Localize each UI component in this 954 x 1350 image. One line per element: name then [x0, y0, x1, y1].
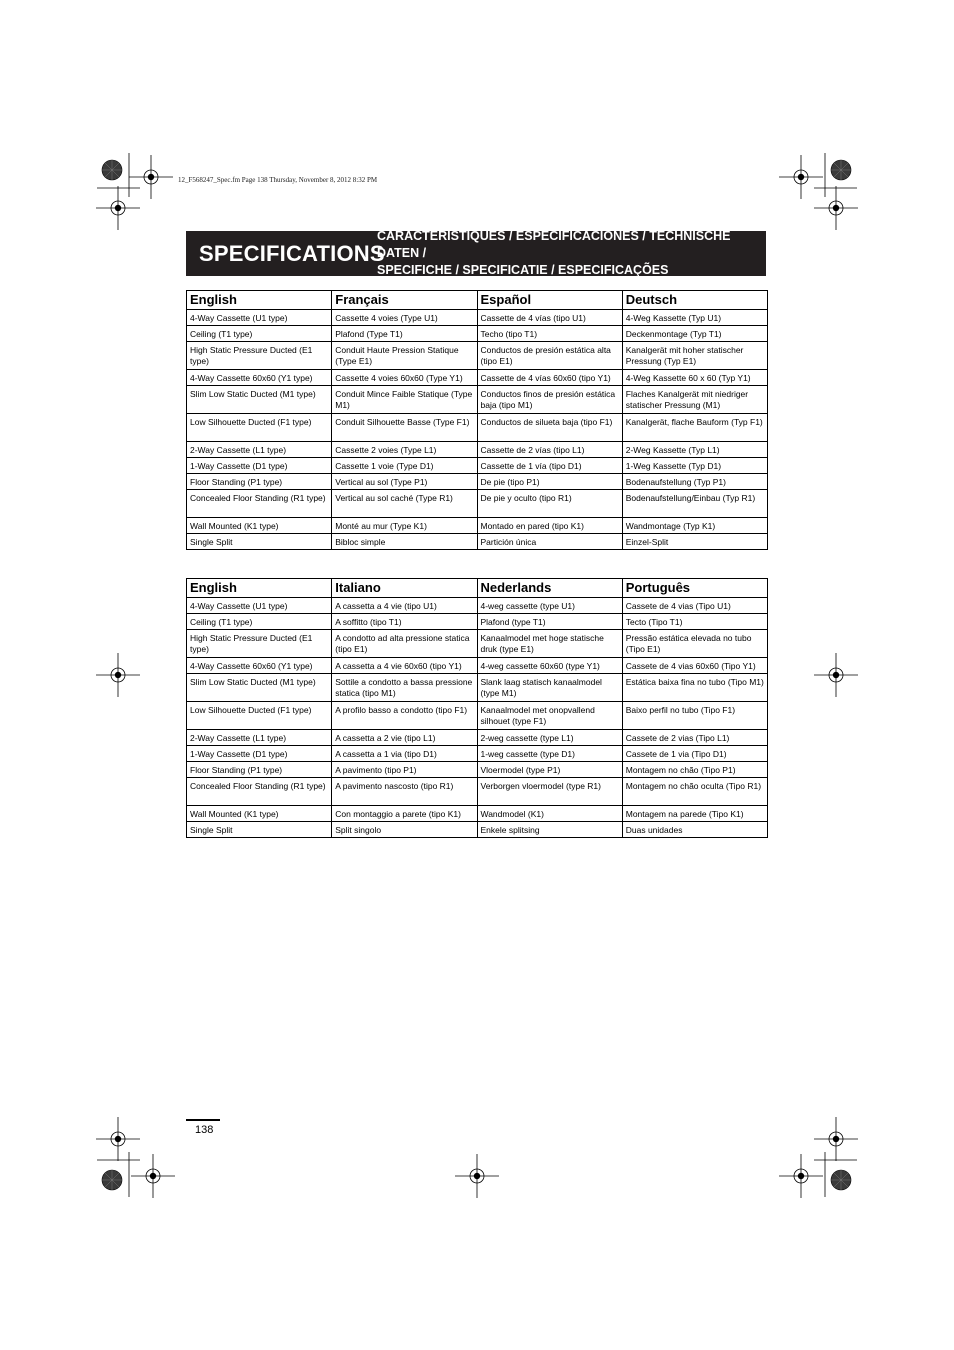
- table-cell: Bodenaufstellung/Einbau (Typ R1): [622, 490, 767, 518]
- table-cell: Vertical au sol (Type P1): [332, 474, 477, 490]
- table-cell: A soffitto (tipo T1): [332, 614, 477, 630]
- spec-table-1: [186, 290, 768, 550]
- table-cell: Tecto (Tipo T1): [622, 614, 767, 630]
- column-header: English: [187, 579, 332, 598]
- table-cell: 4-Way Cassette (U1 type): [187, 598, 332, 614]
- table-cell: Cassette 2 voies (Type L1): [332, 442, 477, 458]
- table-cell: Cassette 4 voies (Type U1): [332, 310, 477, 326]
- table-row: [187, 702, 768, 730]
- table-cell: Cassette 1 voie (Type D1): [332, 458, 477, 474]
- table-cell: 2-Way Cassette (L1 type): [187, 730, 332, 746]
- table-row: [187, 746, 768, 762]
- table-cell: Cassette de 4 vías 60x60 (tipo Y1): [477, 370, 622, 386]
- table-row: [187, 658, 768, 674]
- column-header: Português: [622, 579, 767, 598]
- table-cell: 4-Way Cassette 60x60 (Y1 type): [187, 658, 332, 674]
- table-cell: Cassette 4 voies 60x60 (Type Y1): [332, 370, 477, 386]
- column-header: Español: [477, 291, 622, 310]
- table-cell: Cassete de 4 vias (Tipo U1): [622, 598, 767, 614]
- table-cell: A pavimento (tipo P1): [332, 762, 477, 778]
- crosshair-icon: [814, 1117, 858, 1161]
- table-cell: Plafond (type T1): [477, 614, 622, 630]
- table-cell: Kanalgerät mit hoher statischer Pressung (Typ E1): [622, 342, 767, 370]
- banner-subtitle-line: SPECIFICHE / SPECIFICATIE / ESPECIFICAÇÕES: [377, 263, 669, 277]
- registration-ball-icon: [102, 1170, 122, 1190]
- crosshair-icon: [96, 186, 140, 230]
- table-row: [187, 490, 768, 518]
- table-cell: Con montaggio a parete (tipo K1): [332, 806, 477, 822]
- table-row: [187, 414, 768, 442]
- page-title: SPECIFICATIONS: [199, 240, 385, 266]
- table-cell: Vertical au sol caché (Type R1): [332, 490, 477, 518]
- table-cell: 1-Weg Kassette (Typ D1): [622, 458, 767, 474]
- table-cell: Montagem na parede (Tipo K1): [622, 806, 767, 822]
- table-row: [187, 534, 768, 550]
- table-cell: Partición única: [477, 534, 622, 550]
- table-cell: 4-Weg Kassette (Typ U1): [622, 310, 767, 326]
- table-row: [187, 342, 768, 370]
- table-cell: De pie (tipo P1): [477, 474, 622, 490]
- column-header: Nederlands: [477, 579, 622, 598]
- table-cell: Wall Mounted (K1 type): [187, 518, 332, 534]
- table-cell: Estática baixa fina no tubo (Tipo M1): [622, 674, 767, 702]
- table-cell: De pie y oculto (tipo R1): [477, 490, 622, 518]
- registration-ball-icon: [831, 160, 851, 180]
- table-cell: Conduit Mince Faible Statique (Type M1): [332, 386, 477, 414]
- table-cell: Einzel-Split: [622, 534, 767, 550]
- table-cell: A cassetta a 4 vie (tipo U1): [332, 598, 477, 614]
- page-number-rule: [186, 1119, 220, 1121]
- column-header: Deutsch: [622, 291, 767, 310]
- table-cell: A profilo basso a condotto (tipo F1): [332, 702, 477, 730]
- table-cell: 4-weg cassette 60x60 (type Y1): [477, 658, 622, 674]
- table-cell: Conduit Haute Pression Statique (Type E1): [332, 342, 477, 370]
- table-cell: Techo (tipo T1): [477, 326, 622, 342]
- crosshair-icon: [129, 155, 173, 199]
- table-cell: A cassetta a 1 via (tipo D1): [332, 746, 477, 762]
- crosshair-icon: [96, 653, 140, 697]
- table-row: [187, 614, 768, 630]
- table-cell: Flaches Kanalgerät mit niedriger statischer Pressung (M1): [622, 386, 767, 414]
- table-cell: Wall Mounted (K1 type): [187, 806, 332, 822]
- table-cell: Monté au mur (Type K1): [332, 518, 477, 534]
- table-row: [187, 674, 768, 702]
- table-cell: High Static Pressure Ducted (E1 type): [187, 630, 332, 658]
- file-info: 12_F568247_Spec.fm Page 138 Thursday, November 8, 2012 8:32 PM: [178, 176, 378, 184]
- crosshair-icon: [779, 1154, 823, 1198]
- table-cell: Cassette de 1 vía (tipo D1): [477, 458, 622, 474]
- table-cell: Verborgen vloermodel (type R1): [477, 778, 622, 806]
- table-cell: Sottile a condotto a bassa pressione statica (tipo M1): [332, 674, 477, 702]
- table-row: [187, 386, 768, 414]
- table-cell: Cassette de 2 vías (tipo L1): [477, 442, 622, 458]
- column-header: Italiano: [332, 579, 477, 598]
- table-cell: Cassete de 2 vias (Tipo L1): [622, 730, 767, 746]
- registration-ball-icon: [831, 1170, 851, 1190]
- table-cell: Split singolo: [332, 822, 477, 838]
- table-cell: Plafond (Type T1): [332, 326, 477, 342]
- crosshair-icon: [131, 1154, 175, 1198]
- table-cell: 2-weg cassette (type L1): [477, 730, 622, 746]
- table-cell: Floor Standing (P1 type): [187, 762, 332, 778]
- table-cell: Montagem no chão (Tipo P1): [622, 762, 767, 778]
- table-row: [187, 442, 768, 458]
- table-cell: 1-Way Cassette (D1 type): [187, 458, 332, 474]
- table-row: [187, 730, 768, 746]
- crosshair-icon: [455, 1154, 499, 1198]
- table-cell: A condotto ad alta pressione statica (tipo E1): [332, 630, 477, 658]
- table-cell: Cassete de 1 via (Tipo D1): [622, 746, 767, 762]
- table-cell: Cassette de 4 vías (tipo U1): [477, 310, 622, 326]
- table-cell: Deckenmontage (Typ T1): [622, 326, 767, 342]
- table-cell: Low Silhouette Ducted (F1 type): [187, 414, 332, 442]
- table-row: [187, 458, 768, 474]
- table-cell: 1-Way Cassette (D1 type): [187, 746, 332, 762]
- table-cell: 2-Way Cassette (L1 type): [187, 442, 332, 458]
- table-cell: Single Split: [187, 822, 332, 838]
- table-cell: Bibloc simple: [332, 534, 477, 550]
- table-cell: Low Silhouette Ducted (F1 type): [187, 702, 332, 730]
- registration-ball-icon: [102, 160, 122, 180]
- table-row: [187, 822, 768, 838]
- table-row: [187, 474, 768, 490]
- table-cell: Pressão estática elevada no tubo (Tipo E1): [622, 630, 767, 658]
- table-cell: Wandmontage (Typ K1): [622, 518, 767, 534]
- table-cell: A pavimento nascosto (tipo R1): [332, 778, 477, 806]
- table-cell: Floor Standing (P1 type): [187, 474, 332, 490]
- crosshair-icon: [814, 653, 858, 697]
- table-cell: Ceiling (T1 type): [187, 614, 332, 630]
- banner-subtitle-line: CARACTÉRISTIQUES / ESPECIFICACIONES / TECHNISCHE DATEN /: [377, 229, 731, 260]
- table-cell: Wandmodel (K1): [477, 806, 622, 822]
- table-cell: Duas unidades: [622, 822, 767, 838]
- table-cell: Slim Low Static Ducted (M1 type): [187, 386, 332, 414]
- table-cell: Slank laag statisch kanaalmodel (type M1): [477, 674, 622, 702]
- table-cell: Baixo perfil no tubo (Tipo F1): [622, 702, 767, 730]
- table-cell: Montagem no chão oculta (Tipo R1): [622, 778, 767, 806]
- table-row: [187, 598, 768, 614]
- table-cell: Conduit Silhouette Basse (Type F1): [332, 414, 477, 442]
- table-cell: Concealed Floor Standing (R1 type): [187, 490, 332, 518]
- table-cell: Concealed Floor Standing (R1 type): [187, 778, 332, 806]
- table-cell: Conductos de silueta baja (tipo F1): [477, 414, 622, 442]
- table-cell: 4-Weg Kassette 60 x 60 (Typ Y1): [622, 370, 767, 386]
- table-row: [187, 806, 768, 822]
- crosshair-icon: [814, 186, 858, 230]
- table-header-row: [187, 579, 768, 598]
- banner-subtitle: [377, 228, 766, 279]
- table-cell: Kanalgerät, flache Bauform (Typ F1): [622, 414, 767, 442]
- spec-table-2: [186, 578, 768, 838]
- table-cell: 2-Weg Kassette (Typ L1): [622, 442, 767, 458]
- table-cell: Vloermodel (type P1): [477, 762, 622, 778]
- table-cell: Ceiling (T1 type): [187, 326, 332, 342]
- table-row: [187, 630, 768, 658]
- crosshair-icon: [779, 155, 823, 199]
- table-cell: A cassetta a 2 vie (tipo L1): [332, 730, 477, 746]
- table-row: [187, 370, 768, 386]
- table-cell: Montado en pared (tipo K1): [477, 518, 622, 534]
- table-cell: 1-weg cassette (type D1): [477, 746, 622, 762]
- crosshair-icon: [96, 1117, 140, 1161]
- table-cell: 4-weg cassette (type U1): [477, 598, 622, 614]
- table-cell: A cassetta a 4 vie 60x60 (tipo Y1): [332, 658, 477, 674]
- table-cell: Kanaalmodel met onopvallend silhouet (type F1): [477, 702, 622, 730]
- table-cell: 4-Way Cassette 60x60 (Y1 type): [187, 370, 332, 386]
- table-row: [187, 778, 768, 806]
- table-row: [187, 326, 768, 342]
- table-cell: Slim Low Static Ducted (M1 type): [187, 674, 332, 702]
- table-cell: Cassete de 4 vias 60x60 (Tipo Y1): [622, 658, 767, 674]
- table-cell: Kanaalmodel met hoge statische druk (type E1): [477, 630, 622, 658]
- table-cell: Bodenaufstellung (Typ P1): [622, 474, 767, 490]
- table-header-row: [187, 291, 768, 310]
- page-number: 138: [195, 1124, 214, 1136]
- table-cell: Conductos de presión estática alta (tipo E1): [477, 342, 622, 370]
- table-cell: High Static Pressure Ducted (E1 type): [187, 342, 332, 370]
- table-cell: Enkele splitsing: [477, 822, 622, 838]
- table-cell: 4-Way Cassette (U1 type): [187, 310, 332, 326]
- table-row: [187, 518, 768, 534]
- column-header: English: [187, 291, 332, 310]
- column-header: Français: [332, 291, 477, 310]
- table-cell: Conductos finos de presión estática baja (tipo M1): [477, 386, 622, 414]
- table-row: [187, 310, 768, 326]
- table-row: [187, 762, 768, 778]
- section-banner: [186, 231, 766, 276]
- table-cell: Single Split: [187, 534, 332, 550]
